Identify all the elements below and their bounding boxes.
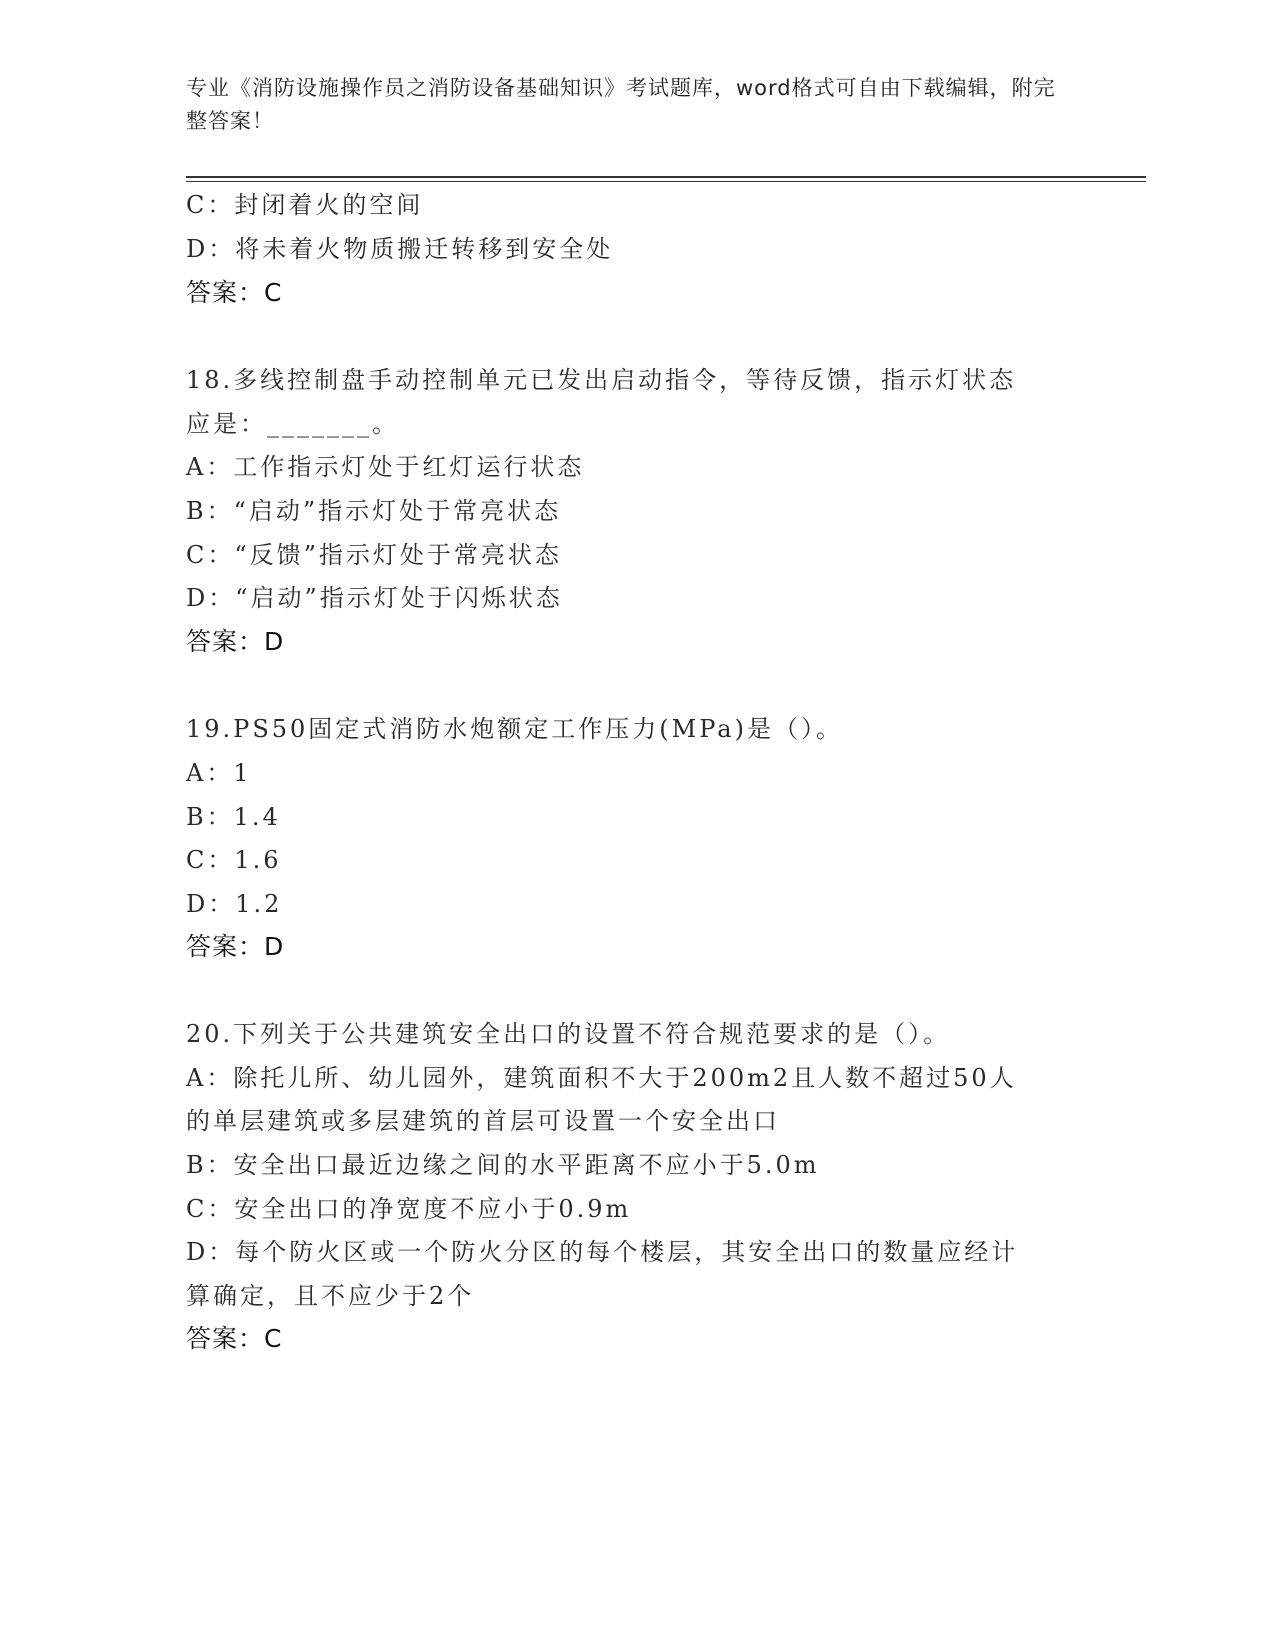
q19-option-d: D：1.2 — [186, 890, 283, 918]
q20-stem: 20.下列关于公共建筑安全出口的设置不符合规范要求的是（）。 — [186, 1020, 951, 1048]
q18-stem-line2: 应是：_______。 — [186, 410, 399, 438]
q18-option-d: D：“启动”指示灯处于闪烁状态 — [186, 584, 563, 612]
q20-option-a-line1: A：除托儿所、幼儿园外，建筑面积不大于200m2且人数不超过50人 — [186, 1064, 1017, 1092]
prev-option-c: C：封闭着火的空间 — [186, 191, 424, 219]
q20-option-c: C：安全出口的净宽度不应小于0.9m — [186, 1195, 632, 1223]
header-divider-thin — [186, 181, 1146, 182]
q19-option-a: A：1 — [186, 759, 252, 787]
q20-answer: 答案：C — [186, 1324, 283, 1353]
prev-answer: 答案：C — [186, 278, 283, 307]
q20-option-d-line2: 算确定，且不应少于2个 — [186, 1282, 475, 1310]
q18-option-c: C：“反馈”指示灯处于常亮状态 — [186, 541, 562, 569]
q19-option-c: C：1.6 — [186, 846, 282, 874]
q18-stem-line1: 18.多线控制盘手动控制单元已发出启动指令，等待反馈，指示灯状态 — [186, 366, 1017, 394]
q18-option-a: A：工作指示灯处于红灯运行状态 — [186, 453, 585, 481]
header-divider-thick — [186, 176, 1146, 178]
q19-stem: 19.PS50固定式消防水炮额定工作压力(MPa)是（）。 — [186, 715, 843, 743]
q20-option-a-line2: 的单层建筑或多层建筑的首层可设置一个安全出口 — [186, 1107, 780, 1135]
q18-answer: 答案：D — [186, 627, 285, 656]
prev-option-d: D：将未着火物质搬迁转移到安全处 — [186, 235, 614, 263]
q19-answer: 答案：D — [186, 932, 285, 961]
document-header: 专业《消防设施操作员之消防设备基础知识》考试题库，word格式可自由下载编辑，附完整答案！ — [186, 76, 1056, 133]
q20-option-d-line1: D：每个防火区或一个防火分区的每个楼层，其安全出口的数量应经计 — [186, 1238, 1019, 1266]
q20-option-b: B：安全出口最近边缘之间的水平距离不应小于5.0m — [186, 1151, 820, 1179]
q18-option-b: B：“启动”指示灯处于常亮状态 — [186, 497, 562, 525]
q19-option-b: B：1.4 — [186, 803, 281, 831]
